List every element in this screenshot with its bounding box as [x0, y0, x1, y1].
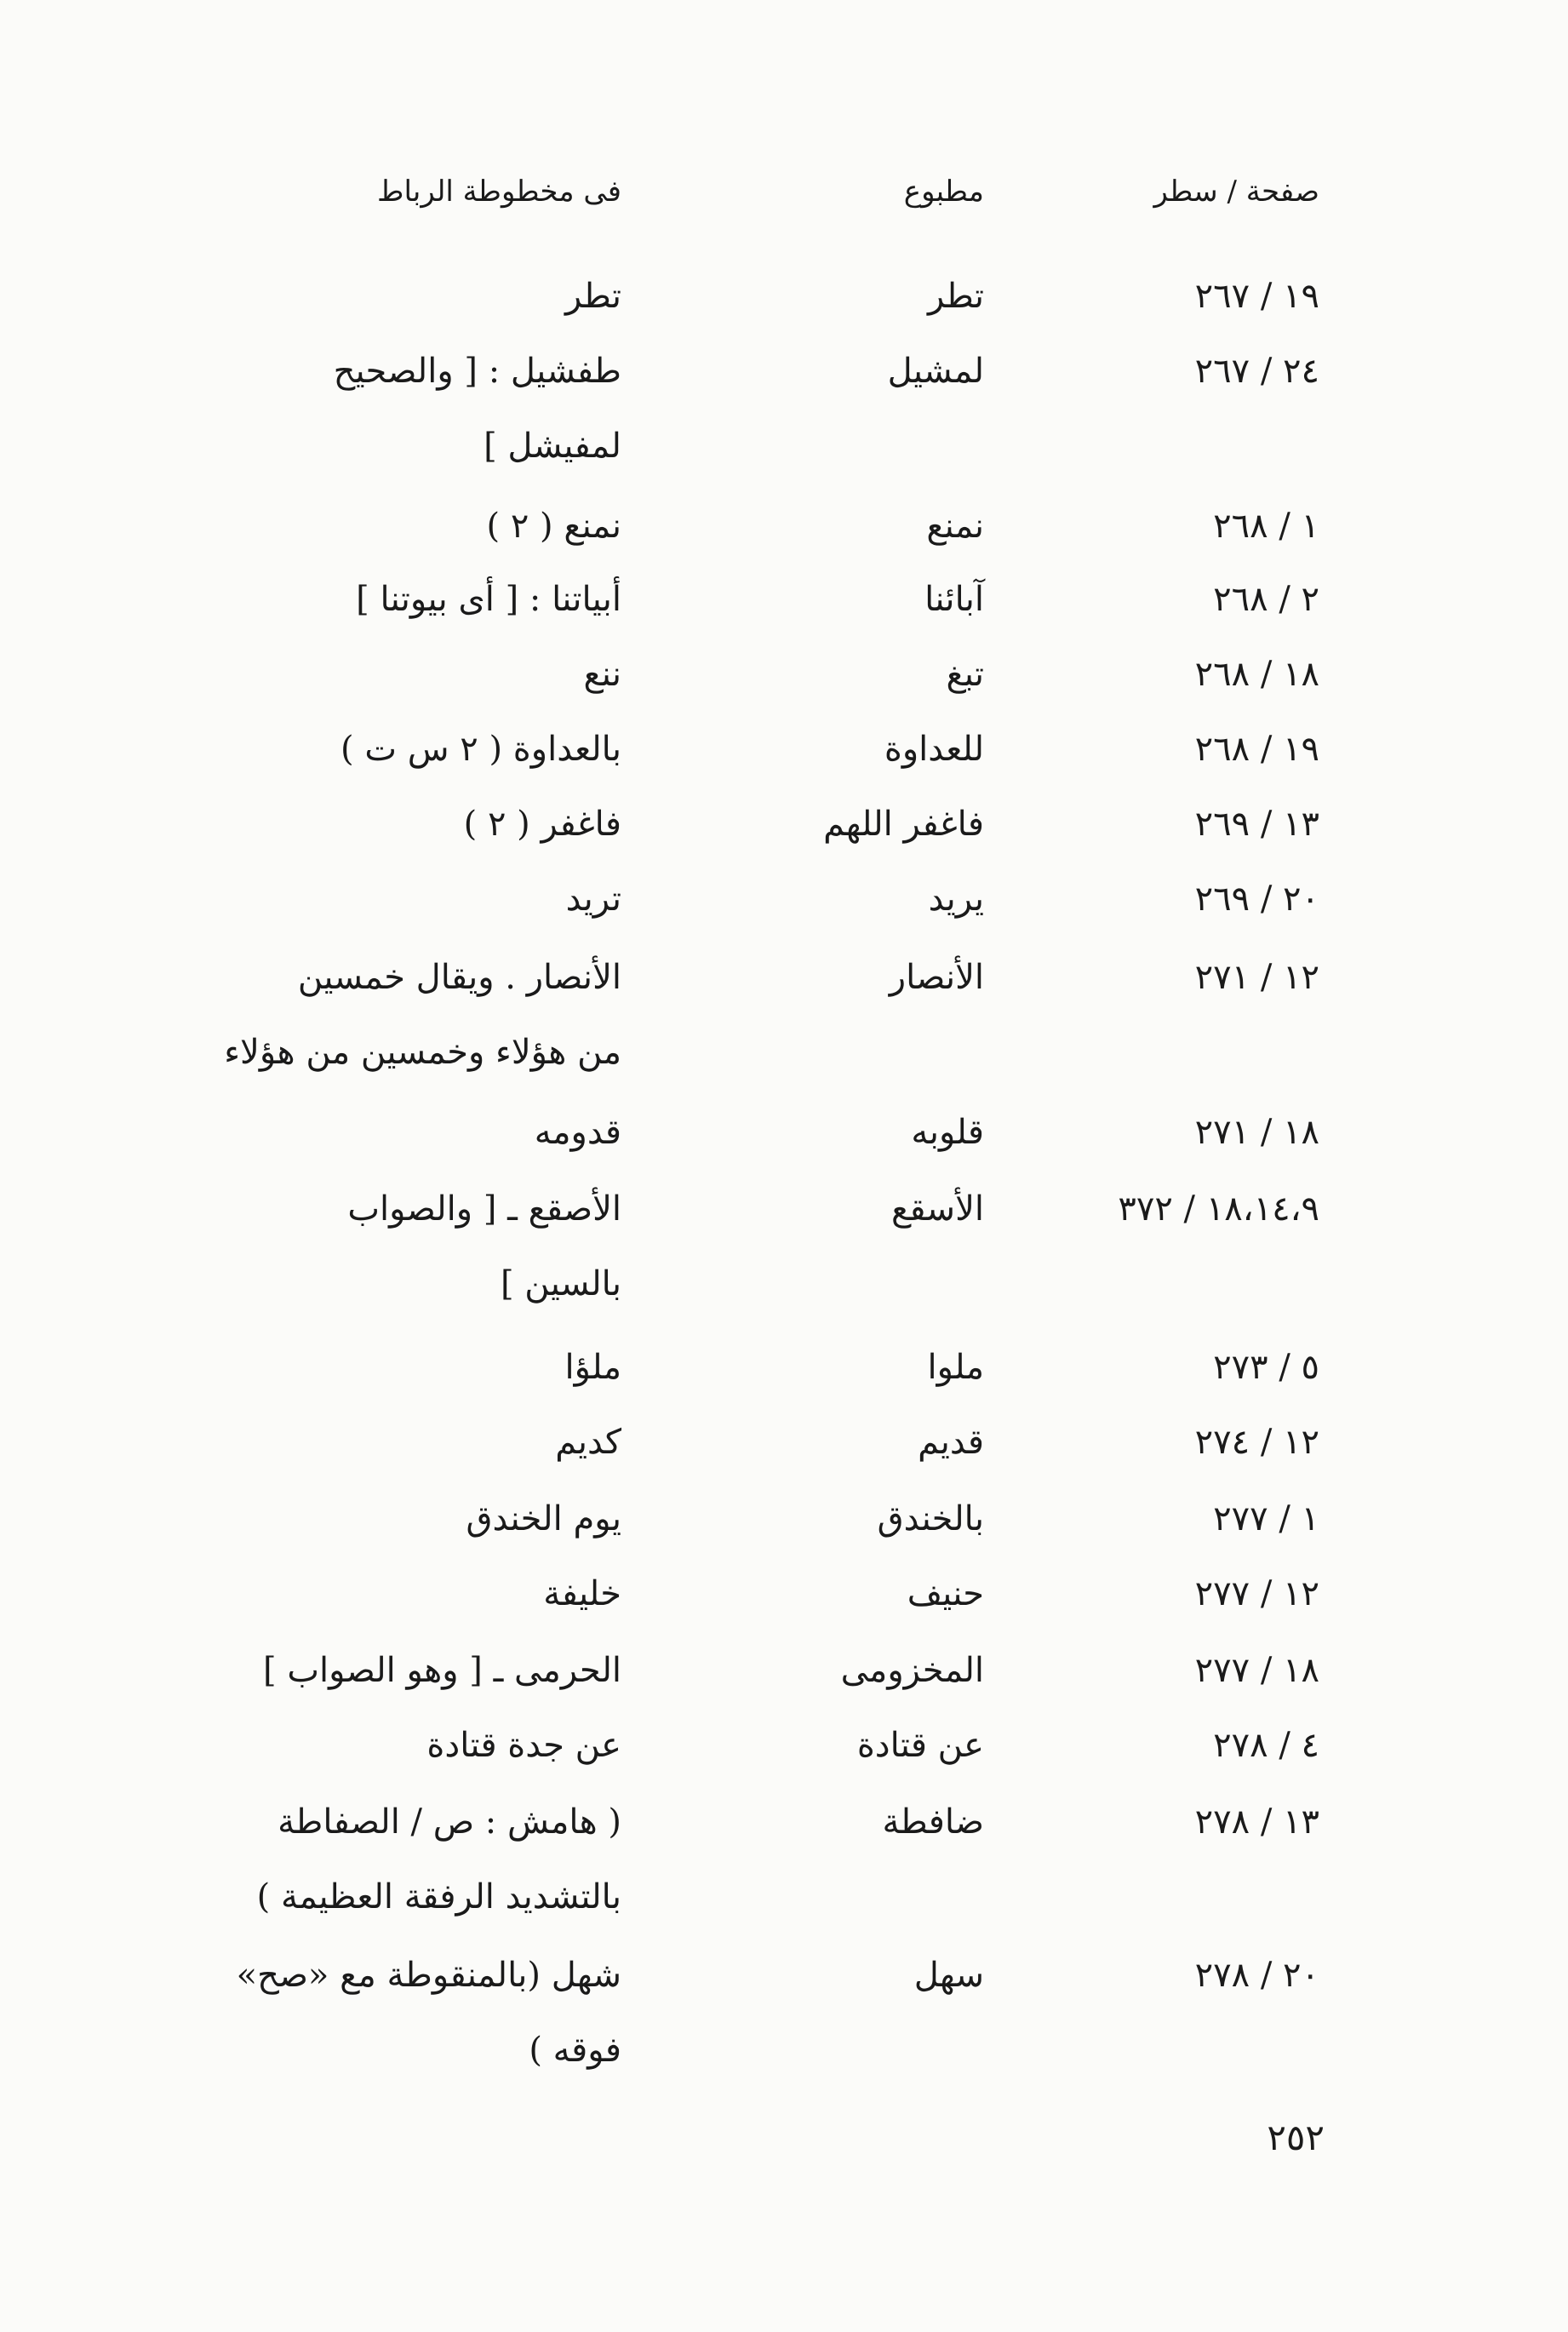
cell-printed: فاغفر اللهم	[823, 805, 984, 844]
cell-printed: قلوبه	[911, 1113, 984, 1152]
cell-page-line: ٢٤ / ٢٦٧	[1194, 352, 1319, 391]
cell-page-line: ١٨،١٤،٩ / ٣٧٢	[1118, 1189, 1319, 1229]
cell-printed: الأنصار	[889, 958, 984, 997]
cell-page-line: ٢٠ / ٢٧٨	[1194, 1956, 1319, 1995]
cell-page-line: ١ / ٢٦٨	[1213, 507, 1319, 546]
cell-page-line: ١٣ / ٢٧٨	[1194, 1802, 1319, 1842]
cell-page-line: ١٨ / ٢٧١	[1194, 1113, 1319, 1152]
cell-page-line: ١٢ / ٢٧٤	[1194, 1423, 1319, 1462]
cell-printed: قديم	[918, 1423, 984, 1462]
cell-manuscript: خليفة	[543, 1574, 621, 1613]
cell-manuscript: شهل (بالمنقوطة مع «صح» فوقه )	[236, 1956, 621, 2070]
cell-printed: تطر	[927, 277, 984, 316]
cell-manuscript: الأنصار . ويقال خمسين من هؤلاء وخمسين من هؤلاء	[224, 958, 621, 1072]
cell-page-line: ١٨ / ٢٦٨	[1194, 655, 1319, 694]
cell-manuscript: عن جدة قتادة	[426, 1726, 621, 1765]
cell-printed: للعداوة	[884, 730, 984, 769]
cell-manuscript: أبياتنا : [ أى بيوتنا ]	[356, 580, 621, 619]
cell-manuscript: قدومه	[534, 1113, 621, 1152]
cell-page-line: ١ / ٢٧٧	[1213, 1499, 1319, 1538]
cell-printed: نمنع	[926, 507, 984, 546]
header-manuscript: فى مخطوطة الرباط	[377, 175, 621, 209]
cell-manuscript: ننع	[583, 655, 621, 694]
cell-printed: الأسقع	[891, 1189, 984, 1229]
page-number: ٢٥٢	[1267, 2117, 1325, 2158]
cell-page-line: ١٩ / ٢٦٨	[1194, 730, 1319, 769]
cell-printed: ضافطة	[882, 1802, 984, 1842]
cell-printed: تبغ	[946, 655, 984, 694]
cell-page-line: ٤ / ٢٧٨	[1213, 1726, 1319, 1765]
cell-printed: آبائنا	[924, 580, 984, 619]
cell-manuscript: تطر	[564, 277, 621, 316]
cell-manuscript: يوم الخندق	[466, 1499, 621, 1538]
cell-printed: المخزومى	[840, 1651, 984, 1690]
cell-printed: يريد	[928, 880, 984, 919]
cell-manuscript: فاغفر ( ٢ )	[463, 805, 621, 844]
cell-page-line: ٥ / ٢٧٣	[1213, 1348, 1319, 1387]
cell-page-line: ١٨ / ٢٧٧	[1194, 1651, 1319, 1690]
cell-printed: عن قتادة	[856, 1726, 984, 1765]
cell-manuscript: الحرمى ـ [ وهو الصواب ]	[263, 1651, 621, 1690]
cell-page-line: ٢ / ٢٦٨	[1213, 580, 1319, 619]
cell-manuscript: ملؤا	[564, 1348, 621, 1387]
cell-page-line: ١٩ / ٢٦٧	[1194, 277, 1319, 316]
cell-manuscript: نمنع ( ٢ )	[486, 507, 621, 546]
cell-manuscript: كديم	[555, 1423, 621, 1462]
cell-printed: سهل	[913, 1956, 984, 1995]
cell-manuscript: طفشيل : [ والصحيح لمفيشل ]	[333, 352, 621, 466]
cell-page-line: ٢٠ / ٢٦٩	[1194, 880, 1319, 919]
cell-printed: ملوا	[927, 1348, 984, 1387]
header-page-line: صفحة / سطر	[1153, 175, 1319, 209]
cell-manuscript: ( هامش : ص / الصفاطة بالتشديد الرفقة العظيمة )	[256, 1802, 621, 1917]
cell-manuscript: تريد	[565, 880, 621, 919]
cell-page-line: ١٢ / ٢٧١	[1194, 958, 1319, 997]
cell-manuscript: بالعداوة ( ٢ س ت )	[340, 730, 621, 769]
cell-page-line: ١٣ / ٢٦٩	[1194, 805, 1319, 844]
cell-printed: حنيف	[907, 1574, 984, 1613]
cell-printed: بالخندق	[877, 1499, 984, 1538]
cell-printed: لمشيل	[887, 352, 984, 391]
header-printed: مطبوع	[903, 175, 984, 209]
cell-manuscript: الأصقع ـ [ والصواب بالسين ]	[347, 1189, 621, 1304]
cell-page-line: ١٢ / ٢٧٧	[1194, 1574, 1319, 1613]
